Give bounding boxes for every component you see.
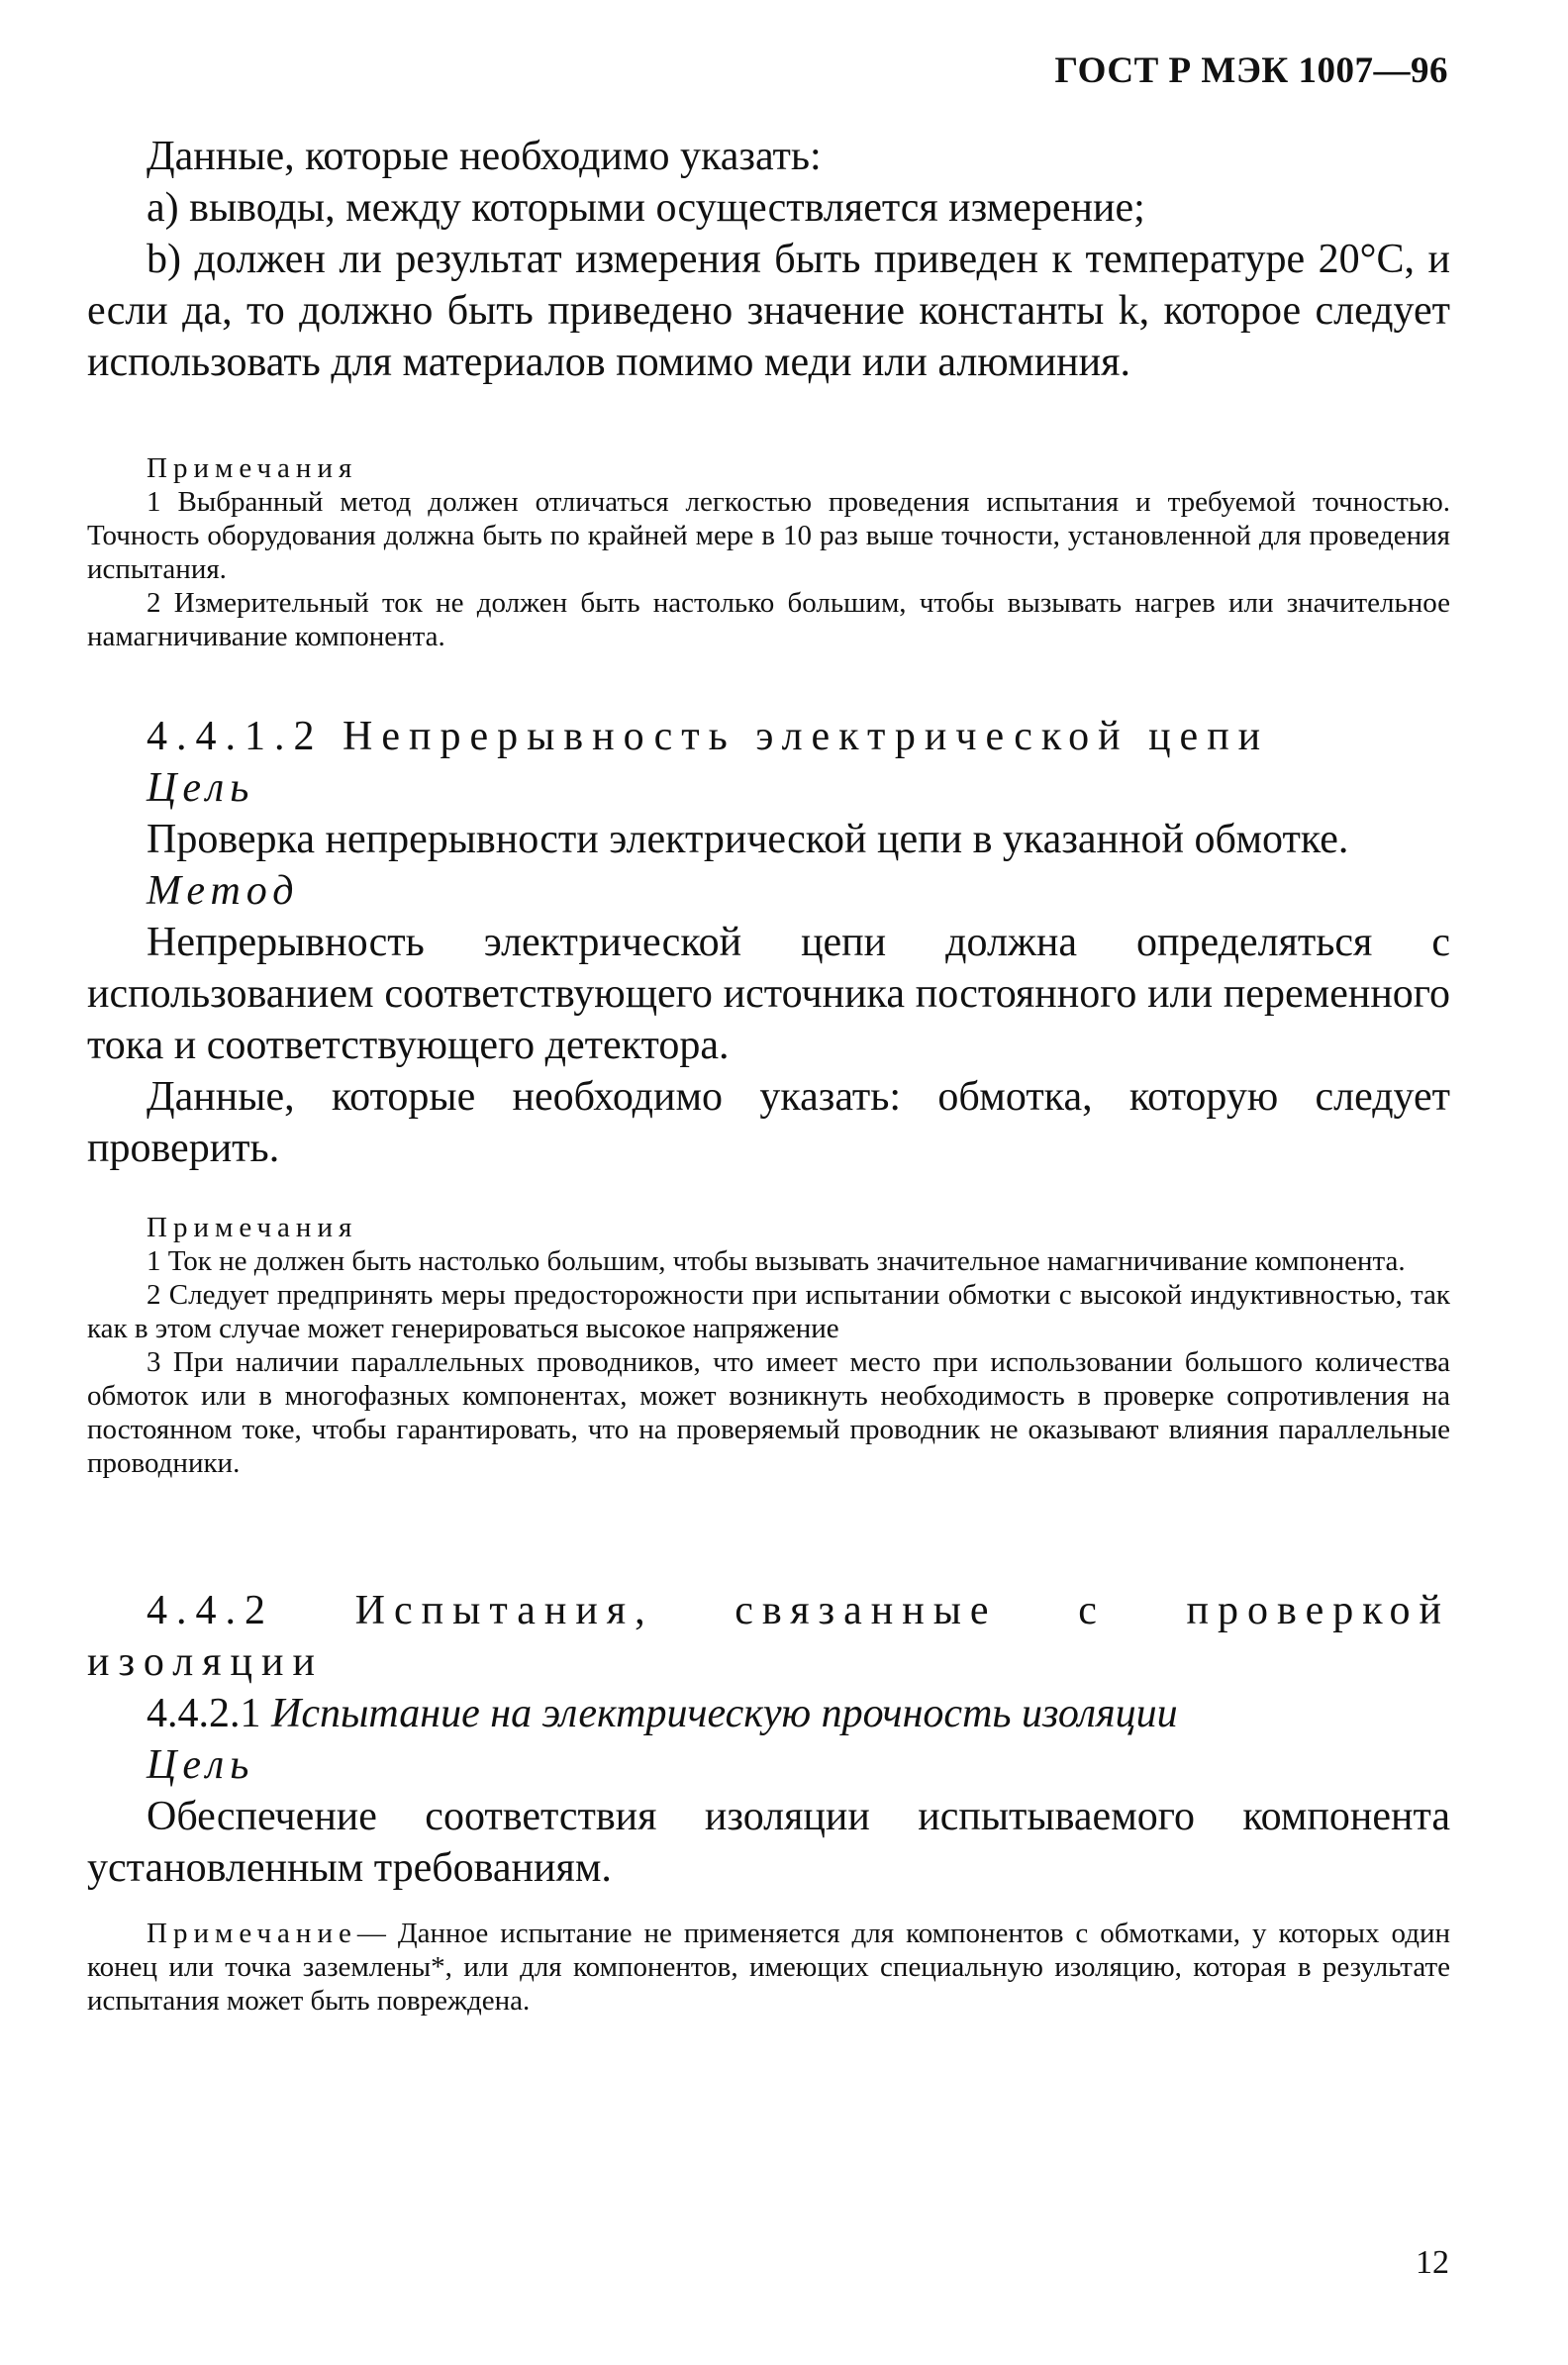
section-4-4-1-2 <box>87 711 1450 1174</box>
list-item-a: a) выводы, между которыми осуществляется измерение; <box>147 185 1145 231</box>
data-to-specify-block <box>87 131 1450 388</box>
note-item: 3 При наличии параллельных проводников, что имеет место при использовании большого количества обмоток или в многофазных компонентах, может возникнуть необходимость в проверке сопротивления на постоянном токе, чтобы гарантировать, что на проверяемый проводник не оказывают влияния параллельные проводники. <box>87 1346 1450 1479</box>
section-4-4-2 <box>87 1585 1450 1894</box>
goal-text: Проверка непрерывности электрической цепи в указанной обмотке. <box>147 817 1349 862</box>
notes-block-1 <box>87 451 1450 653</box>
data-text: Данные, которые необходимо указать: обмотка, которую следует проверить. <box>87 1074 1450 1171</box>
note-text: — Данное испытание не применяется для компонентов с обмотками, у которых один конец или точка заземлены*, или для компонентов, имеющих специальную изоляцию, которая в результате испытания может быть повреждена. <box>87 1918 1450 2017</box>
goal-text: Обеспечение соответствия изоляции испытываемого компонента установленным требованиям. <box>87 1794 1450 1891</box>
note-label: Примечание <box>147 1918 357 1949</box>
goal-label: Цель <box>147 1742 255 1788</box>
note-item: 2 Следует предпринять меры предосторожности при испытании обмотки с высокой индуктивностью, так как в этом случае может генерироваться высокое напряжение <box>87 1279 1450 1344</box>
goal-label: Цель <box>147 765 255 811</box>
page-number: 12 <box>1416 2244 1449 2281</box>
document-header: ГОСТ Р МЭК 1007—96 <box>1054 50 1448 91</box>
notes-block-2 <box>87 1211 1450 1480</box>
note-item: 2 Измерительный ток не должен быть настолько большим, чтобы вызывать нагрев или значительное намагничивание компонента. <box>87 587 1450 652</box>
paragraph: Данные, которые необходимо указать: <box>147 134 822 179</box>
list-item-b: b) должен ли результат измерения быть приведен к температуре 20°С, и если да, то должно быть приведено значение константы k, которое следует использовать для материалов помимо меди или алюминия. <box>87 237 1450 385</box>
section-heading: 4.4.2 Испытания, связанные с проверкой изоляции <box>87 1588 1450 1685</box>
subsection-number: 4.4.2.1 <box>147 1691 261 1736</box>
section-heading: 4.4.1.2 Непрерывность электрической цепи <box>147 714 1270 759</box>
note-item <box>87 1917 1450 2018</box>
method-text: Непрерывность электрической цепи должна определяться с использованием соответствующего источника постоянного или переменного тока и соответствующего детектора. <box>87 920 1450 1068</box>
subsection-title: Испытание на электрическую прочность изоляции <box>271 1691 1178 1736</box>
subsection-heading <box>87 1688 1450 1739</box>
notes-block-3 <box>87 1917 1450 2018</box>
note-item: 1 Выбранный метод должен отличаться легкостью проведения испытания и требуемой точностью. Точность оборудования должна быть по крайней мере в 10 раз выше точности, установленной для проведения испытания. <box>87 486 1450 585</box>
method-label: Метод <box>147 868 300 914</box>
notes-title: Примечания <box>147 452 358 484</box>
notes-title: Примечания <box>147 1212 358 1243</box>
note-item: 1 Ток не должен быть настолько большим, чтобы вызывать значительное намагничивание компонента. <box>147 1245 1406 1277</box>
